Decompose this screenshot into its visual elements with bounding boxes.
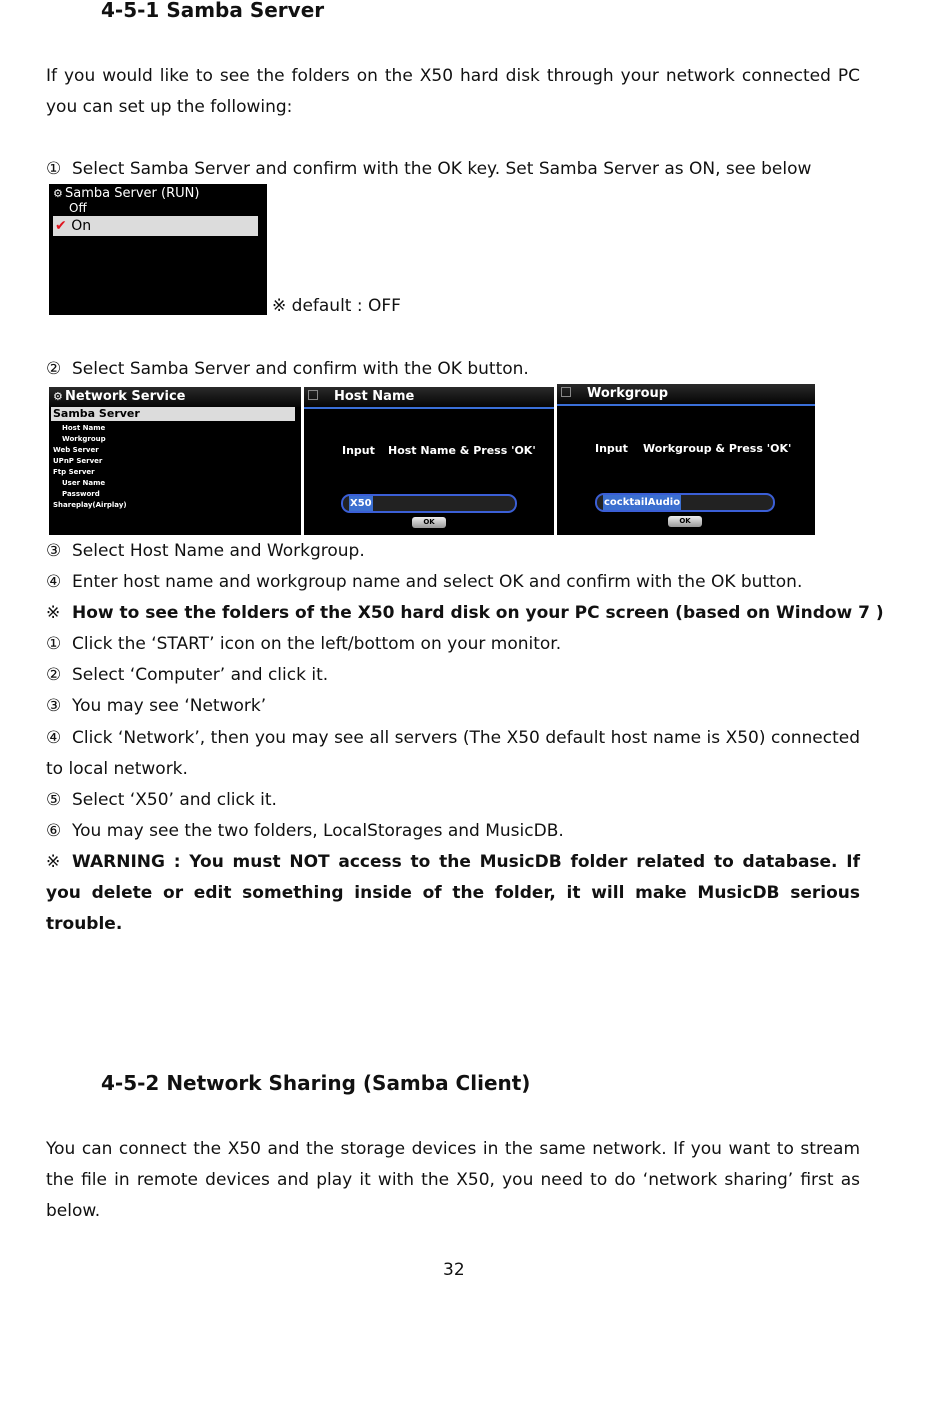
- screen-title: Host Name: [334, 389, 415, 404]
- step-number: ②: [46, 665, 62, 685]
- menu-item-host-name[interactable]: Host Name: [62, 424, 106, 432]
- option-on-selected[interactable]: [53, 216, 258, 236]
- menu-item-shareplay[interactable]: Shareplay(Airplay): [53, 501, 127, 509]
- input-label: Input: [595, 442, 628, 455]
- step-text: Select Samba Server and confirm with the OK button.: [72, 359, 529, 379]
- warning-text: WARNING : You must NOT access to the MusicDB folder related to database. If you delete or edit something inside of the folder, it will make MusicDB serious trouble.: [46, 852, 860, 934]
- step-number: ⑤: [46, 790, 62, 810]
- workgroup-input[interactable]: [595, 493, 775, 512]
- step-text: Select Host Name and Workgroup.: [72, 541, 365, 561]
- step-1: [46, 154, 811, 185]
- screen-title-bar: [557, 384, 815, 406]
- menu-item-workgroup[interactable]: Workgroup: [62, 435, 106, 443]
- step-number: ③: [46, 696, 62, 716]
- screen-title-bar: [304, 387, 554, 409]
- section-title-network-sharing: 4-5-2 Network Sharing (Samba Client): [101, 1071, 531, 1095]
- step-number: ④: [46, 728, 62, 748]
- menu-item-password[interactable]: Password: [62, 490, 100, 498]
- howto-step-4: [46, 723, 860, 785]
- workgroup-screen: [557, 384, 815, 535]
- step-text: You may see the two folders, LocalStorages and MusicDB.: [72, 821, 564, 841]
- window-icon: [308, 390, 318, 400]
- howto-step-1: [46, 629, 561, 660]
- input-label: Input: [342, 444, 375, 457]
- step-text: Select ‘Computer’ and click it.: [72, 665, 329, 685]
- menu-item-upnp-server[interactable]: UPnP Server: [53, 457, 103, 465]
- network-service-screen: [49, 387, 301, 535]
- step-text: You may see ‘Network’: [72, 696, 267, 716]
- screen-title: Network Service: [65, 389, 186, 404]
- check-icon: ✔: [55, 218, 67, 234]
- section2-intro: You can connect the X50 and the storage devices in the same network. If you want to stream the file in remote devices and play it with the X50, you need to do ‘network sharing’ first as below.: [46, 1139, 860, 1221]
- howto-step-3: [46, 691, 266, 722]
- step-number: ①: [46, 634, 62, 654]
- menu-item-user-name[interactable]: User Name: [62, 479, 106, 487]
- step-4: [46, 567, 802, 598]
- option-on-label: On: [71, 218, 92, 234]
- input-prompt: Workgroup & Press 'OK': [643, 442, 792, 455]
- step-text: Select ‘X50’ and click it.: [72, 790, 277, 810]
- howto-step-5: [46, 785, 277, 816]
- step-text: Click ‘Network’, then you may see all servers (The X50 default host name is X50) connected to local network.: [46, 728, 860, 779]
- step-text: Enter host name and workgroup name and select OK and confirm with the OK button.: [72, 572, 803, 592]
- window-icon: [561, 387, 571, 397]
- warning-paragraph: [46, 847, 860, 940]
- gear-icon: ⚙: [53, 187, 63, 200]
- step-text: Click the ‘START’ icon on the left/bottom on your monitor.: [72, 634, 562, 654]
- step-text: Select Samba Server and confirm with the OK key. Set Samba Server as ON, see below: [72, 159, 812, 179]
- step-number: ②: [46, 359, 62, 379]
- screen-title-bar: [49, 387, 301, 407]
- step-2: [46, 354, 529, 385]
- step-number: ①: [46, 159, 62, 179]
- intro-paragraph: If you would like to see the folders on the X50 hard disk through your network connected PC you can set up the following:: [46, 66, 860, 117]
- input-prompt: Host Name & Press 'OK': [388, 444, 536, 457]
- howto-text: How to see the folders of the X50 hard disk on your PC screen (based on Window 7 ): [72, 603, 884, 623]
- howto-step-2: [46, 660, 328, 691]
- menu-item-web-server[interactable]: Web Server: [53, 446, 99, 454]
- menu-item-samba-server[interactable]: Samba Server: [51, 407, 295, 421]
- samba-server-screen: [49, 184, 267, 315]
- page-number: 32: [443, 1260, 465, 1280]
- howto-step-6: [46, 816, 564, 847]
- host-name-input[interactable]: [341, 494, 517, 513]
- default-note: ※ default : OFF: [272, 296, 401, 316]
- ok-button[interactable]: OK: [668, 516, 702, 527]
- step-3: [46, 536, 365, 567]
- reference-mark: ※: [46, 852, 61, 872]
- host-name-value: X50: [350, 498, 372, 509]
- menu-item-ftp-server[interactable]: Ftp Server: [53, 468, 95, 476]
- ok-button[interactable]: OK: [412, 517, 446, 528]
- option-off[interactable]: Off: [69, 201, 87, 215]
- screen-title: Samba Server (RUN): [65, 186, 200, 201]
- host-name-screen: [304, 387, 554, 535]
- step-number: ④: [46, 572, 62, 592]
- workgroup-value: cocktailAudio: [604, 497, 681, 508]
- step-number: ⑥: [46, 821, 62, 841]
- reference-mark: ※: [46, 603, 61, 623]
- howto-heading: [46, 598, 884, 629]
- gear-icon: ⚙: [53, 390, 63, 403]
- screen-title: Workgroup: [587, 386, 669, 401]
- step-number: ③: [46, 541, 62, 561]
- section-title-samba-server: 4-5-1 Samba Server: [101, 0, 325, 22]
